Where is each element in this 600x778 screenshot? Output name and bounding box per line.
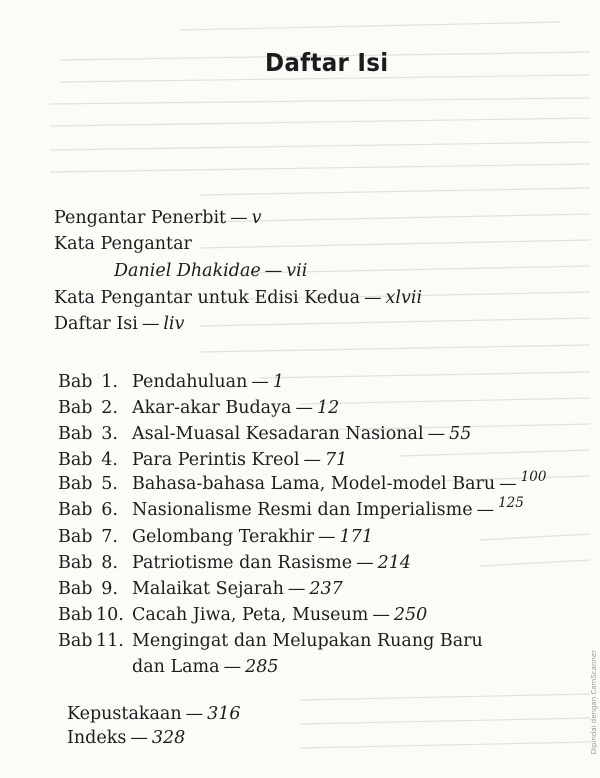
chapter-title: Pendahuluan bbox=[132, 372, 248, 392]
chapter-title: Cacah Jiwa, Peta, Museum bbox=[132, 605, 369, 625]
toc-entry-page: 328 bbox=[151, 728, 186, 748]
toc-entry bbox=[54, 234, 192, 254]
chapter-number: 5. bbox=[101, 474, 118, 494]
toc-chapter bbox=[58, 527, 373, 547]
chapter-prefix: Bab bbox=[58, 631, 93, 651]
toc-entry-label: Kata Pengantar untuk Edisi Kedua bbox=[54, 288, 361, 308]
toc-entry bbox=[67, 728, 185, 748]
chapter-title-continued: dan Lama bbox=[132, 657, 220, 677]
toc-dash: — bbox=[364, 288, 382, 308]
toc-chapter bbox=[58, 495, 524, 520]
chapter-number: 1. bbox=[101, 372, 118, 392]
toc-chapter bbox=[58, 398, 339, 418]
toc-dash: — bbox=[223, 657, 242, 677]
scanner-watermark: Dipindai dengan CamScanner bbox=[590, 650, 598, 755]
chapter-title: Asal-Muasal Kesadaran Nasional bbox=[132, 424, 424, 444]
chapter-page: 1 bbox=[272, 372, 285, 392]
toc-dash: — bbox=[230, 208, 248, 228]
toc-entry-page: v bbox=[251, 208, 262, 228]
chapter-number: 2. bbox=[101, 398, 118, 418]
toc-chapter-continued bbox=[132, 657, 278, 677]
chapter-page: 214 bbox=[377, 553, 411, 573]
toc-chapter bbox=[58, 579, 343, 599]
chapter-page: 12 bbox=[316, 398, 340, 418]
chapter-title: Para Perintis Kreol bbox=[132, 450, 300, 470]
toc-dash: — bbox=[287, 579, 306, 599]
toc-entry bbox=[54, 208, 261, 228]
chapter-prefix: Bab bbox=[58, 474, 93, 494]
chapter-prefix: Bab bbox=[58, 450, 93, 470]
toc-dash: — bbox=[251, 372, 269, 392]
toc-dash: — bbox=[141, 314, 160, 334]
chapter-title: Malaikat Sejarah bbox=[132, 579, 284, 599]
chapter-prefix: Bab bbox=[58, 605, 93, 625]
toc-dash: — bbox=[295, 398, 313, 418]
chapter-page: 125 bbox=[498, 495, 524, 511]
toc-entry-page: 316 bbox=[207, 704, 241, 724]
chapter-prefix: Bab bbox=[58, 579, 93, 599]
toc-dash: — bbox=[303, 450, 321, 470]
toc-entry bbox=[54, 314, 184, 334]
chapter-page: 55 bbox=[449, 424, 472, 444]
toc-entry-label: Daniel Dhakidae bbox=[114, 261, 261, 281]
toc-dash: — bbox=[130, 728, 148, 748]
chapter-title: Patriotisme dan Rasisme bbox=[132, 553, 353, 573]
toc-dash: — bbox=[356, 553, 374, 573]
toc-chapter bbox=[58, 372, 284, 392]
chapter-page: 171 bbox=[339, 527, 373, 547]
chapter-title: Gelombang Terakhir bbox=[132, 527, 315, 547]
toc-entry bbox=[54, 288, 422, 308]
chapter-page: 237 bbox=[309, 579, 343, 599]
toc-entry bbox=[114, 261, 307, 281]
chapter-page: 285 bbox=[245, 657, 279, 677]
toc-entry-page: vii bbox=[286, 261, 308, 281]
chapter-title: Bahasa-bahasa Lama, Model-model Baru bbox=[132, 474, 496, 494]
toc-entry bbox=[67, 704, 241, 724]
toc-chapter bbox=[58, 469, 547, 494]
page-title: Daftar Isi bbox=[265, 48, 389, 77]
chapter-number: 3. bbox=[101, 424, 118, 444]
toc-chapter bbox=[58, 424, 471, 444]
chapter-number: 6. bbox=[101, 500, 118, 520]
chapter-number: 10. bbox=[96, 605, 124, 625]
chapter-page: 71 bbox=[324, 450, 348, 470]
chapter-title: Akar-akar Budaya bbox=[132, 398, 292, 418]
chapter-prefix: Bab bbox=[58, 372, 93, 392]
chapter-prefix: Bab bbox=[58, 527, 93, 547]
chapter-prefix: Bab bbox=[58, 500, 93, 520]
toc-entry-label: Daftar Isi bbox=[54, 314, 138, 334]
toc-entry-label: Indeks bbox=[67, 728, 127, 748]
toc-chapter bbox=[58, 631, 483, 651]
toc-entry-page: liv bbox=[163, 314, 185, 334]
toc-dash: — bbox=[318, 527, 336, 547]
chapter-title: Mengingat dan Melupakan Ruang Baru bbox=[132, 631, 483, 651]
toc-dash: — bbox=[427, 424, 446, 444]
toc-dash: — bbox=[499, 474, 517, 494]
toc-chapter bbox=[58, 553, 411, 573]
chapter-number: 4. bbox=[101, 450, 118, 470]
toc-entry-label: Kata Pengantar bbox=[54, 234, 192, 254]
toc-chapter bbox=[58, 605, 427, 625]
toc-dash: — bbox=[264, 261, 283, 281]
chapter-number: 9. bbox=[101, 579, 118, 599]
toc-chapter bbox=[58, 450, 347, 470]
toc-entry-label: Kepustakaan bbox=[67, 704, 182, 724]
chapter-page: 100 bbox=[520, 469, 547, 485]
chapter-number: 11. bbox=[96, 631, 124, 651]
chapter-number: 7. bbox=[101, 527, 118, 547]
chapter-title: Nasionalisme Resmi dan Imperialisme bbox=[132, 500, 473, 520]
chapter-page: 250 bbox=[393, 605, 428, 625]
toc-entry-page: xlvii bbox=[385, 288, 423, 308]
chapter-prefix: Bab bbox=[58, 424, 93, 444]
chapter-number: 8. bbox=[101, 553, 118, 573]
chapter-prefix: Bab bbox=[58, 398, 93, 418]
toc-dash: — bbox=[185, 704, 204, 724]
toc-entry-label: Pengantar Penerbit bbox=[54, 208, 227, 228]
toc-dash: — bbox=[372, 605, 390, 625]
chapter-prefix: Bab bbox=[58, 553, 93, 573]
toc-dash: — bbox=[476, 500, 495, 520]
